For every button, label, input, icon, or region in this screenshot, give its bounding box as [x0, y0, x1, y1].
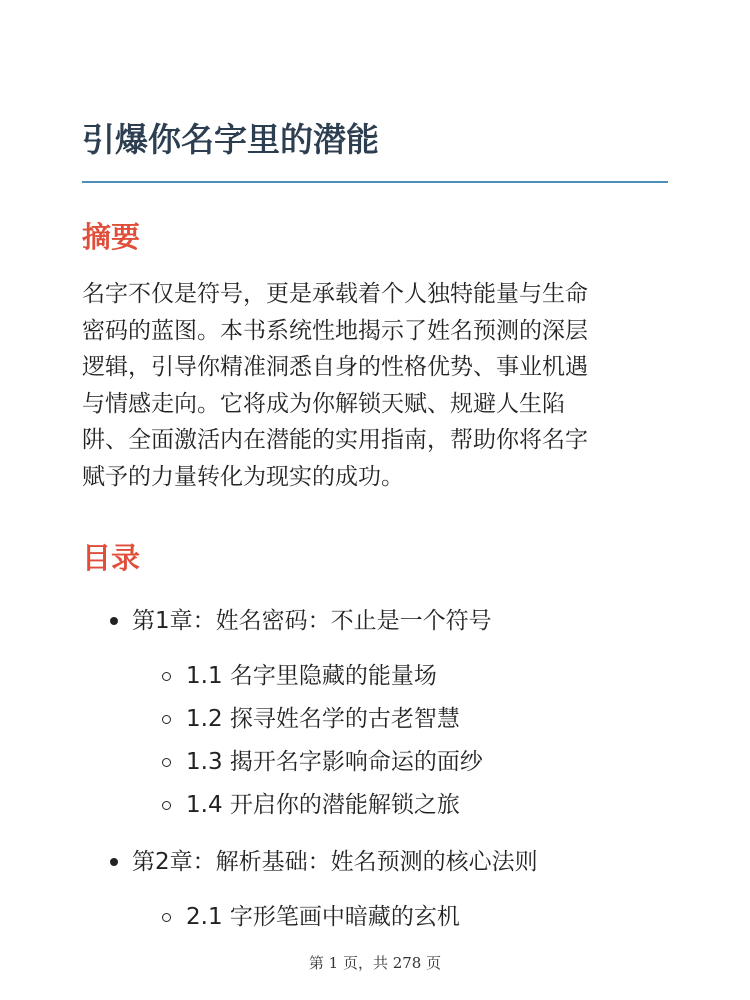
title-divider — [82, 181, 668, 183]
bullet-circle-icon — [162, 801, 171, 810]
abstract-line: 密码的蓝图。本书系统性地揭示了姓名预测的深层 — [82, 317, 588, 344]
abstract-paragraph — [82, 276, 672, 496]
toc-section-link[interactable]: 1.2 探寻姓名学的古老智慧 — [186, 706, 460, 732]
abstract-line: 与情感走向。它将成为你解锁天赋、规避人生陷 — [82, 390, 565, 417]
abstract-heading: 摘要 — [82, 220, 141, 254]
bullet-circle-icon — [162, 758, 171, 767]
toc-section-link[interactable]: 1.1 名字里隐藏的能量场 — [186, 663, 437, 689]
page-footer: 第 1 页，共 278 页 — [308, 954, 442, 972]
bullet-circle-icon — [162, 672, 171, 681]
bullet-disc-icon — [110, 858, 118, 866]
toc-chapter-link[interactable]: 第1章：姓名密码：不止是一个符号 — [132, 608, 492, 634]
document-title: 引爆你名字里的潜能 — [82, 120, 379, 159]
bullet-circle-icon — [162, 715, 171, 724]
abstract-line: 赋予的力量转化为现实的成功。 — [82, 463, 404, 490]
toc-section-link[interactable]: 2.1 字形笔画中暗藏的玄机 — [186, 904, 460, 930]
bullet-disc-icon — [110, 617, 118, 625]
toc-heading: 目录 — [82, 541, 141, 575]
abstract-line: 阱、全面激活内在潜能的实用指南，帮助你将名字 — [82, 427, 588, 454]
bullet-circle-icon — [162, 913, 171, 922]
abstract-line: 逻辑，引导你精准洞悉自身的性格优势、事业机遇 — [82, 354, 588, 381]
toc-section-link[interactable]: 1.3 揭开名字影响命运的面纱 — [186, 749, 483, 775]
toc-chapter-link[interactable]: 第2章：解析基础：姓名预测的核心法则 — [132, 849, 538, 875]
toc-section-link[interactable]: 1.4 开启你的潜能解锁之旅 — [186, 792, 460, 818]
abstract-line: 名字不仅是符号，更是承载着个人独特能量与生命 — [82, 281, 588, 307]
